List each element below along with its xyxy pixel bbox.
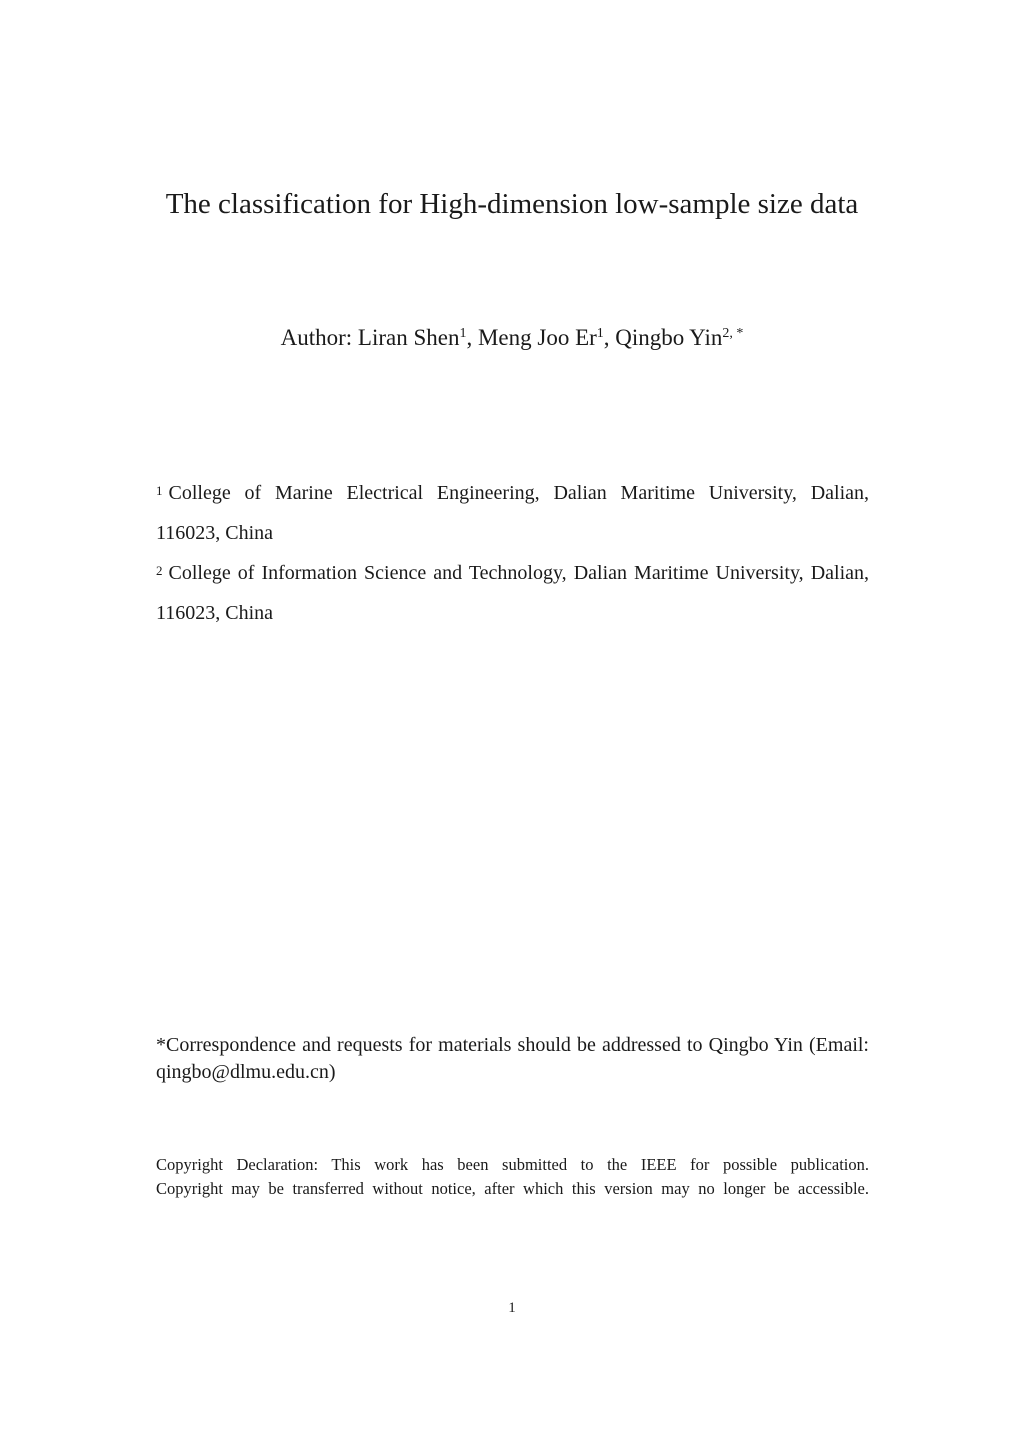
affiliation-2 [156,553,869,633]
affiliation-text: College of Marine Electrical Engineering, Dalian Maritime University, Dalian, [168,482,869,504]
affiliation-line: 116023, China [156,522,274,544]
affiliation-marker: 1 [156,483,163,498]
author-name: Meng Joo Er [477,325,597,350]
author-name: Qingbo Yin [615,325,723,350]
author-line [0,322,1024,354]
affiliation-marker: 2 [156,563,163,578]
author-separator: , [603,325,616,350]
page-number: 1 [508,1300,516,1316]
author-name: Liran Shen [357,325,460,350]
affiliation-text: College of Information Science and Technology, Dalian Maritime University, Dalian, [168,562,869,584]
affiliation-1 [156,473,869,553]
copyright-line: Copyright may be transferred without notice, after which this version may no longer be accessible. [156,1179,869,1198]
correspondence-line: *Correspondence and requests for materials should be addressed to Qingbo Yin (Email: [156,1034,869,1056]
correspondence-note [156,1032,869,1086]
affiliation-line [156,473,869,513]
author-affiliation-marker: 1 [459,326,467,341]
copyright-line: Copyright Declaration: This work has been submitted to the IEEE for possible publication. [156,1155,869,1174]
paper-title: The classification for High-dimension low-sample size data [165,188,859,220]
author-affiliation-marker: 1 [596,326,604,341]
affiliation-line: 116023, China [156,602,274,624]
correspondence-email: qingbo@dlmu.edu.cn) [156,1061,336,1083]
author-affiliation-marker: 2, * [722,326,744,341]
author-separator: , [466,325,478,350]
copyright-declaration [156,1153,869,1201]
author-prefix: Author: [280,325,358,350]
affiliation-line [156,553,869,593]
